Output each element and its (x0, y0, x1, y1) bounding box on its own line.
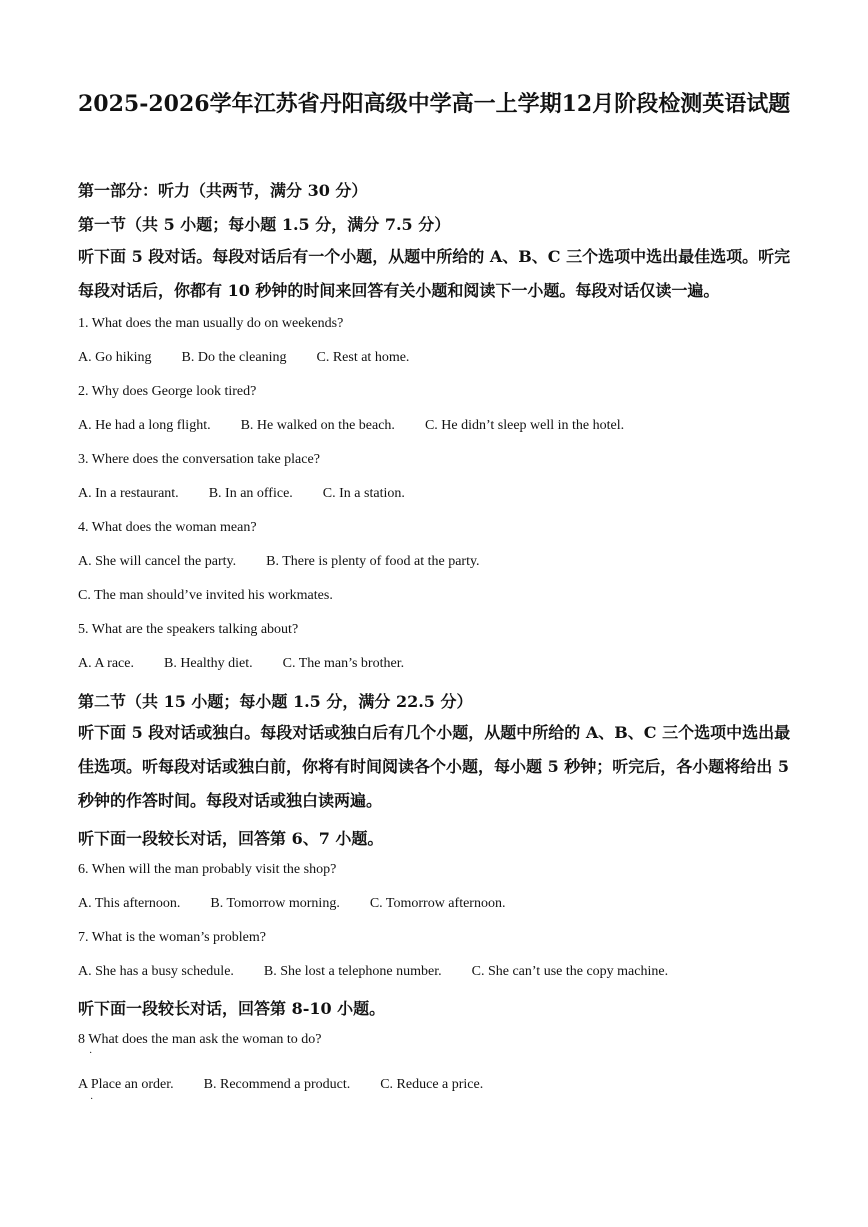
section1-heading: 第一节（共 5 小题；每小题 1.5 分，满分 7.5 分） (78, 215, 451, 234)
option-c: C. Rest at home. (316, 350, 410, 365)
stray-dot-mark: · (89, 1048, 93, 1059)
question-6-options (78, 896, 535, 912)
option-a: A. A race. (78, 656, 134, 671)
question-5: 5. What are the speakers talking about? (78, 622, 299, 637)
option-b: B. Recommend a product. (203, 1077, 351, 1092)
question-6: 6. When will the man probably visit the shop? (78, 862, 337, 877)
option-a: A. Go hiking (78, 350, 152, 365)
option-c: C. Tomorrow afternoon. (369, 896, 506, 911)
option-b: B. She lost a telephone number. (263, 964, 442, 979)
question-7-options (78, 964, 698, 980)
option-a: A. She has a busy schedule. (78, 964, 234, 979)
question-4-options-ab (78, 554, 510, 570)
question-8-options (78, 1077, 513, 1093)
option-c: C. The man should’ve invited his workmates. (78, 588, 333, 603)
part1-heading: 第一部分：听力（共两节，满分 30 分） (78, 181, 368, 200)
option-b: B. There is plenty of food at the party. (266, 554, 480, 569)
option-c: C. Reduce a price. (380, 1077, 484, 1092)
option-b: B. Healthy diet. (163, 656, 253, 671)
question-8: 8 What does the man ask the woman to do? (78, 1032, 322, 1047)
section2-heading: 第二节（共 15 小题；每小题 1.5 分，满分 22.5 分） (78, 692, 473, 711)
option-b: B. Tomorrow morning. (210, 896, 340, 911)
option-b: B. He walked on the beach. (240, 418, 395, 433)
question-5-options (78, 656, 434, 672)
option-c: C. The man’s brother. (282, 656, 405, 671)
option-a: A Place an order. (78, 1077, 174, 1092)
dialog1-heading: 听下面一段较长对话，回答第 6、7 小题。 (78, 829, 384, 848)
option-a: A. In a restaurant. (78, 486, 179, 501)
section1-instructions: 听下面 5 段对话。每段对话后有一个小题，从题中所给的 A、B、C 三个选项中选出最佳选项。听完每段对话后，你都有 10 秒钟的时间来回答有关小题和阅读下一小题。每段对话仅读一遍。 (78, 247, 791, 300)
option-c: C. In a station. (322, 486, 405, 501)
option-c: C. He didn’t sleep well in the hotel. (424, 418, 625, 433)
page-title: 2025-2026学年江苏省丹阳高级中学高一上学期12月阶段检测英语试题 (78, 91, 791, 117)
question-2-options (78, 418, 654, 434)
question-4: 4. What does the woman mean? (78, 520, 257, 535)
option-c: C. She can’t use the copy machine. (471, 964, 669, 979)
question-1: 1. What does the man usually do on weekends? (78, 316, 344, 331)
stray-dot-mark: · (90, 1094, 94, 1105)
question-3: 3. Where does the conversation take place? (78, 452, 320, 467)
section2-instructions: 听下面 5 段对话或独白。每段对话或独白后有几个小题，从题中所给的 A、B、C 三个选项中选出最佳选项。听每段对话或独白前，你将有时间阅读各个小题，每小题 5 秒钟；听完后，各小题将给出 5 秒钟的作答时间。每段对话或独白读两遍。 (78, 723, 791, 810)
dialog2-heading: 听下面一段较长对话，回答第 8-10 小题。 (78, 999, 386, 1018)
question-2: 2. Why does George look tired? (78, 384, 257, 399)
option-b: B. Do the cleaning (181, 350, 287, 365)
option-a: A. She will cancel the party. (78, 554, 237, 569)
question-7: 7. What is the woman’s problem? (78, 930, 266, 945)
option-b: B. In an office. (208, 486, 293, 501)
question-1-options (78, 350, 439, 366)
option-a: A. This afternoon. (78, 896, 181, 911)
option-a: A. He had a long flight. (78, 418, 211, 433)
question-3-options (78, 486, 435, 502)
question-4-option-c-line (78, 588, 363, 604)
